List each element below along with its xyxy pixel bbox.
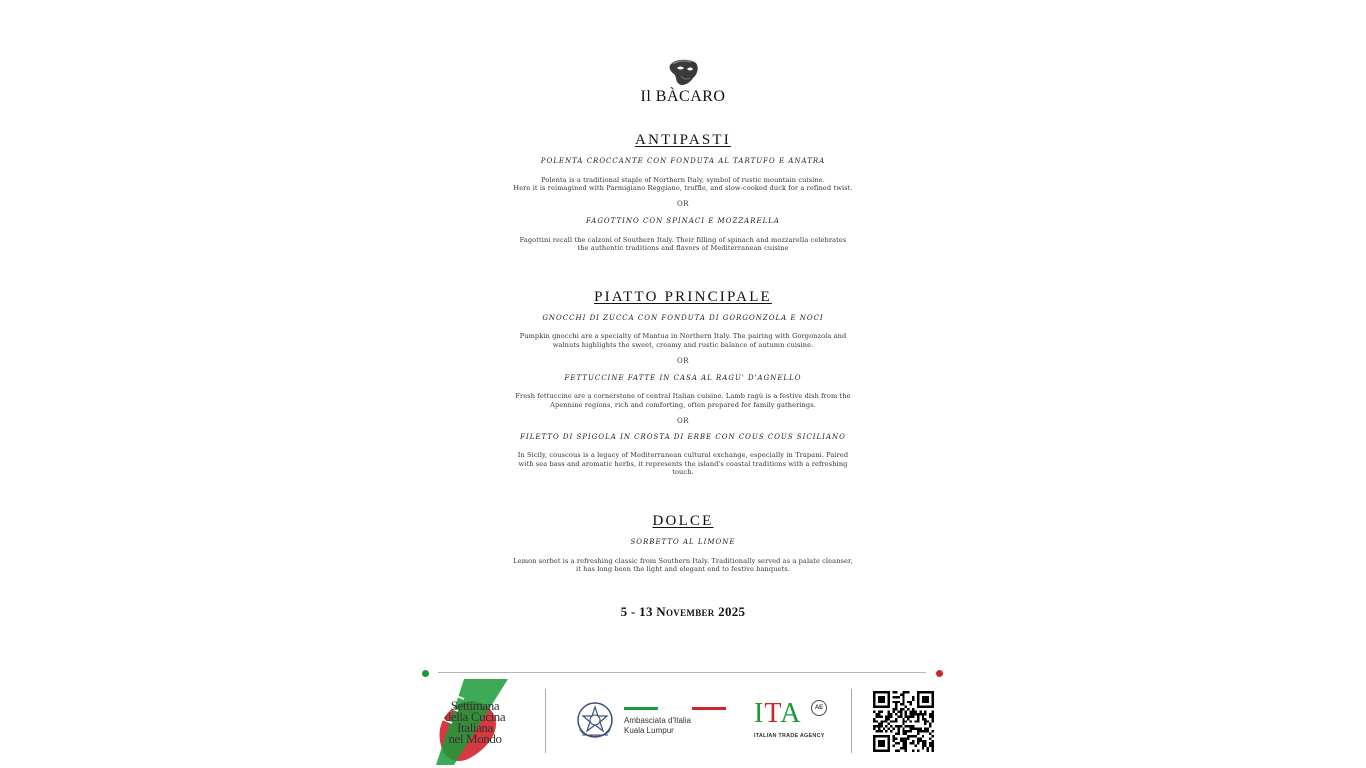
settimana-line: della Cucina bbox=[444, 709, 506, 724]
settimana-line: nel Mondo bbox=[448, 731, 502, 746]
or-separator: OR bbox=[676, 200, 689, 208]
section-title-dolce: DOLCE bbox=[652, 513, 714, 529]
ita-logo bbox=[754, 700, 801, 728]
footer-vertical-divider bbox=[545, 689, 546, 753]
dish-description-line: Polenta is a traditional staple of Northern Italy, symbol of rustic mountain cuisine. bbox=[541, 176, 825, 184]
ita-letter: I bbox=[754, 698, 765, 729]
event-date: 5 - 13 November 2025 bbox=[620, 604, 746, 619]
settimana-line: Settimana bbox=[450, 698, 500, 713]
restaurant-name: Il BÀCARO bbox=[640, 88, 726, 105]
dish-description-line: Here it is reimagined with Parmigiano Reggiano, truffle, and slow-cooked duck for a refined twist. bbox=[513, 184, 853, 192]
ita-badge: AE bbox=[811, 700, 827, 716]
green-dot-icon bbox=[422, 670, 429, 677]
dish-description-line: Apennine regions, rich and comforting, often prepared for family gatherings. bbox=[550, 401, 816, 409]
ita-letter: T bbox=[764, 698, 781, 729]
qr-code-icon[interactable] bbox=[873, 691, 934, 752]
dish-description-line: with sea bass and aromatic herbs, it represents the island's coastal traditions with a refreshing bbox=[518, 460, 848, 468]
dish-description-line: it has long been the light and elegant end to festive banquets. bbox=[576, 565, 790, 573]
red-dot-icon bbox=[936, 670, 943, 677]
dish-name: POLENTA CROCCANTE CON FONDUTA AL TARTUFO E ANATRA bbox=[540, 157, 826, 165]
or-separator: OR bbox=[676, 417, 689, 425]
dish-description-line: walnuts highlights the sweet, creamy and rustic balance of autumn cuisine. bbox=[552, 341, 814, 349]
section-title-piatto-principale: PIATTO PRINCIPALE bbox=[594, 289, 772, 305]
dish-description-line: Pumpkin gnocchi are a specialty of Mantua in Northern Italy. The pairing with Gorgonzola and bbox=[519, 332, 847, 340]
settimana-line: Italiana bbox=[457, 720, 493, 735]
dish-name: FAGOTTINO CON SPINACI E MOZZARELLA bbox=[586, 217, 780, 225]
footer-vertical-divider bbox=[851, 689, 852, 753]
dish-description-line: the authentic traditions and flavors of Mediterranean cuisine bbox=[577, 244, 789, 252]
venetian-mask-icon bbox=[663, 58, 703, 90]
or-separator: OR bbox=[676, 357, 689, 365]
dish-description-line: In Sicily, couscous is a legacy of Mediterranean cultural exchange, especially in Trapani. Paired bbox=[517, 451, 849, 459]
dish-description-line: Fresh fettuccine are a cornerstone of central Italian cuisine. Lamb ragù is a festive dish from the bbox=[515, 392, 851, 400]
dish-description-line: touch. bbox=[672, 468, 694, 476]
dish-description-line: Lemon sorbet is a refreshing classic from Southern Italy. Traditionally served as a palate cleanser, bbox=[513, 557, 853, 565]
italian-republic-emblem-icon bbox=[574, 699, 616, 743]
dish-name: SORBETTO AL LIMONE bbox=[630, 538, 736, 546]
embassy-name bbox=[624, 716, 691, 736]
dish-description-line: Fagottini recall the calzoni of Southern Italy. Their filling of spinach and mozzarella celebrates bbox=[519, 236, 847, 244]
italian-flag-stripe bbox=[624, 707, 726, 710]
settimana-cucina-text bbox=[430, 700, 520, 744]
ita-letter: A bbox=[780, 698, 802, 729]
section-title-antipasti: ANTIPASTI bbox=[635, 132, 731, 148]
dish-name: FILETTO DI SPIGOLA IN CROSTA DI ERBE CON COUS COUS SICILIANO bbox=[520, 433, 846, 441]
dish-name: GNOCCHI DI ZUCCA CON FONDUTA DI GORGONZOLA E NOCI bbox=[542, 314, 824, 322]
embassy-line: Ambasciata d'Italia bbox=[624, 716, 691, 725]
dish-name: FETTUCCINE FATTE IN CASA AL RAGU' D'AGNELLO bbox=[564, 374, 802, 382]
footer-divider bbox=[438, 672, 926, 673]
embassy-line: Kuala Lumpur bbox=[624, 726, 674, 735]
ita-subtitle: ITALIAN TRADE AGENCY bbox=[754, 733, 825, 739]
